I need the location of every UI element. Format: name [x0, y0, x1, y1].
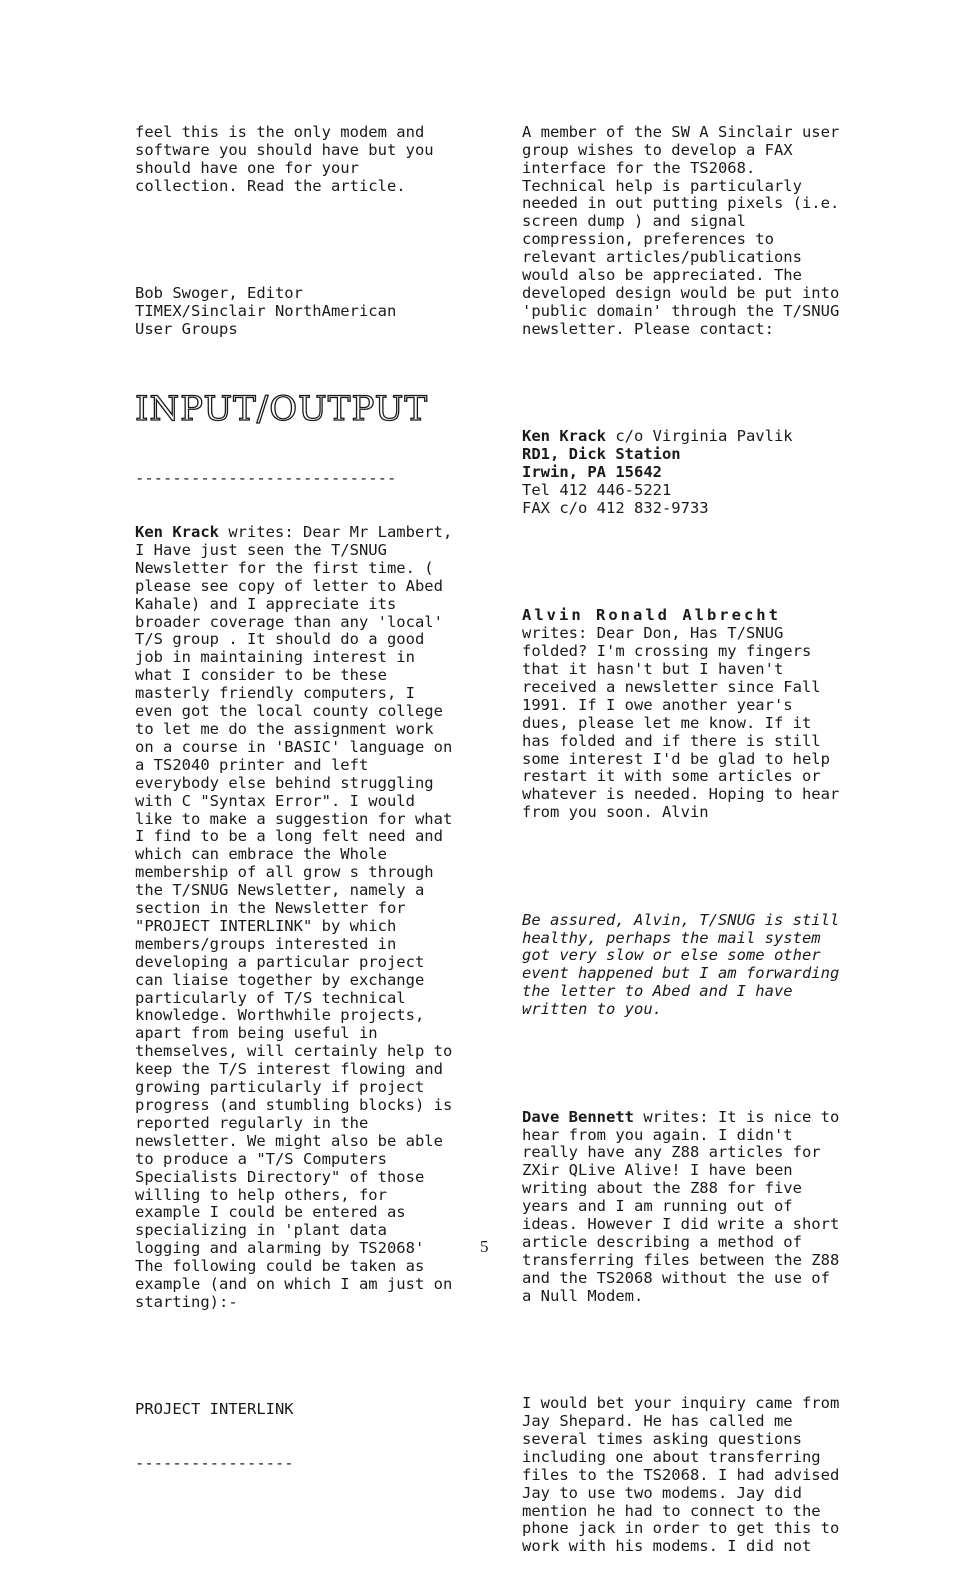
alvin-author: Alvin Ronald Albrecht: [522, 606, 781, 625]
fax-request-paragraph: A member of the SW A Sinclair user group wishes to develop a FAX interface for the TS2068. Technical help is particularly needed in out putting pixels (i.e. screen dump ) and signal compression, preferences to relevant articles/publications would also be appreciated. The developed design would be put into 'public domain' through the T/SNUG newsletter. Please contact:: [522, 122, 849, 338]
contact-name: Ken Krack: [522, 427, 606, 446]
dave-body: writes: It is nice to hear from you again. I didn't really have any Z88 articles for ZXir QLive Alive! I have been writing about the Z88 for five years and I am running out of ideas. However I did write a short article describing a method of transferring files between the Z88 and the TS2068 without the use of a Null Modem.: [522, 1107, 849, 1305]
project-rule: -----------------: [135, 1454, 294, 1473]
signature-line-2: TIMEX/Sinclair NorthAmerican: [135, 301, 397, 320]
alvin-body: writes: Dear Don, Has T/SNUG folded? I'm crossing my fingers that it hasn't but I haven't received a newsletter since Fall 1991. If I owe another year's dues, please let me know. If it has folded and if there is still some interest I'd be glad to help restart it with some articles or whatever is needed. Hoping to hear from you soon. Alvin: [522, 624, 849, 822]
contact-fax: FAX c/o 412 832-9733: [522, 498, 709, 517]
page-number: 5: [480, 1237, 489, 1256]
editor-signature: [135, 285, 455, 339]
contact-address-line-1: RD1, Dick Station: [522, 445, 681, 464]
contact-block: [522, 428, 842, 518]
dave-bennett-letter-continued: I would bet your inquiry came from Jay Shepard. He has called me several times asking questions including one about transferring files to the TS2068. I had advised Jay to use two modems. Jay did mention he had to connect to the phone jack in order to get this to work with his modems. I did not: [522, 1394, 849, 1556]
contact-care-of: c/o Virginia Pavlik: [606, 427, 793, 446]
section-heading: INPUT/OUTPUT: [135, 389, 429, 430]
signature-line-1: Bob Swoger, Editor: [135, 283, 303, 302]
letter-author: Ken Krack: [135, 523, 219, 542]
heading-rule: ----------------------------: [135, 469, 397, 488]
left-column: [135, 88, 462, 1491]
intro-paragraph: feel this is the only modem and software you should have but you should have one for your collection. Read the article.: [135, 122, 443, 195]
dave-author: Dave Bennett: [522, 1107, 634, 1126]
editor-reply: Be assured, Alvin, T/SNUG is still healthy, perhaps the mail system got very slow or else some other event happened but I am forwarding the letter to Abed and I have written to you.: [522, 910, 849, 1019]
signature-line-3: User Groups: [135, 319, 238, 338]
letter-body: writes: Dear Mr Lambert, I Have just seen the T/SNUG Newsletter for the first time. ( please see copy of letter to Abed Kahale) and I appreciate its broader coverage than any 'local' T/S group . It should do a good job in maintaining interest in what I consider to be these masterly friendly computers, I even got the local county college to let me do the assignment work on a course in 'BASIC' language on a TS2040 printer and left everybody else behind struggling with C "Syntax Error". I would like to make a suggestion for what I find to be a long felt need and which can embrace the Whole membership of all grow s through the T/SNUG Newsletter, namely a section in the Newsletter for "PROJECT INTERLINK" by which members/groups interested in developing a particular project can liaise together by exchange particularly of T/S technical knowledge. Worthwhile projects, apart from being useful in themselves, will certainly help to keep the T/S interest flowing and growing particularly if project progress (and stumbling blocks) is reported regularly in the newsletter. We might also be able to produce a "T/S Computers Specialists Directory" of those willing to help others, for example I could be entered as specializing in 'plant data logging and alarming by TS2068' The following could be taken as example (and on which I am just on starting):-: [135, 523, 462, 1311]
contact-phone: Tel 412 446-5221: [522, 480, 672, 499]
dave-bennett-letter: [522, 1107, 849, 1306]
alvin-letter: [522, 606, 849, 822]
project-title: PROJECT INTERLINK: [135, 1400, 294, 1419]
right-column: [522, 88, 849, 1574]
ken-krack-letter: [135, 523, 462, 1312]
contact-address-line-2: Irwin, PA 15642: [522, 463, 662, 482]
